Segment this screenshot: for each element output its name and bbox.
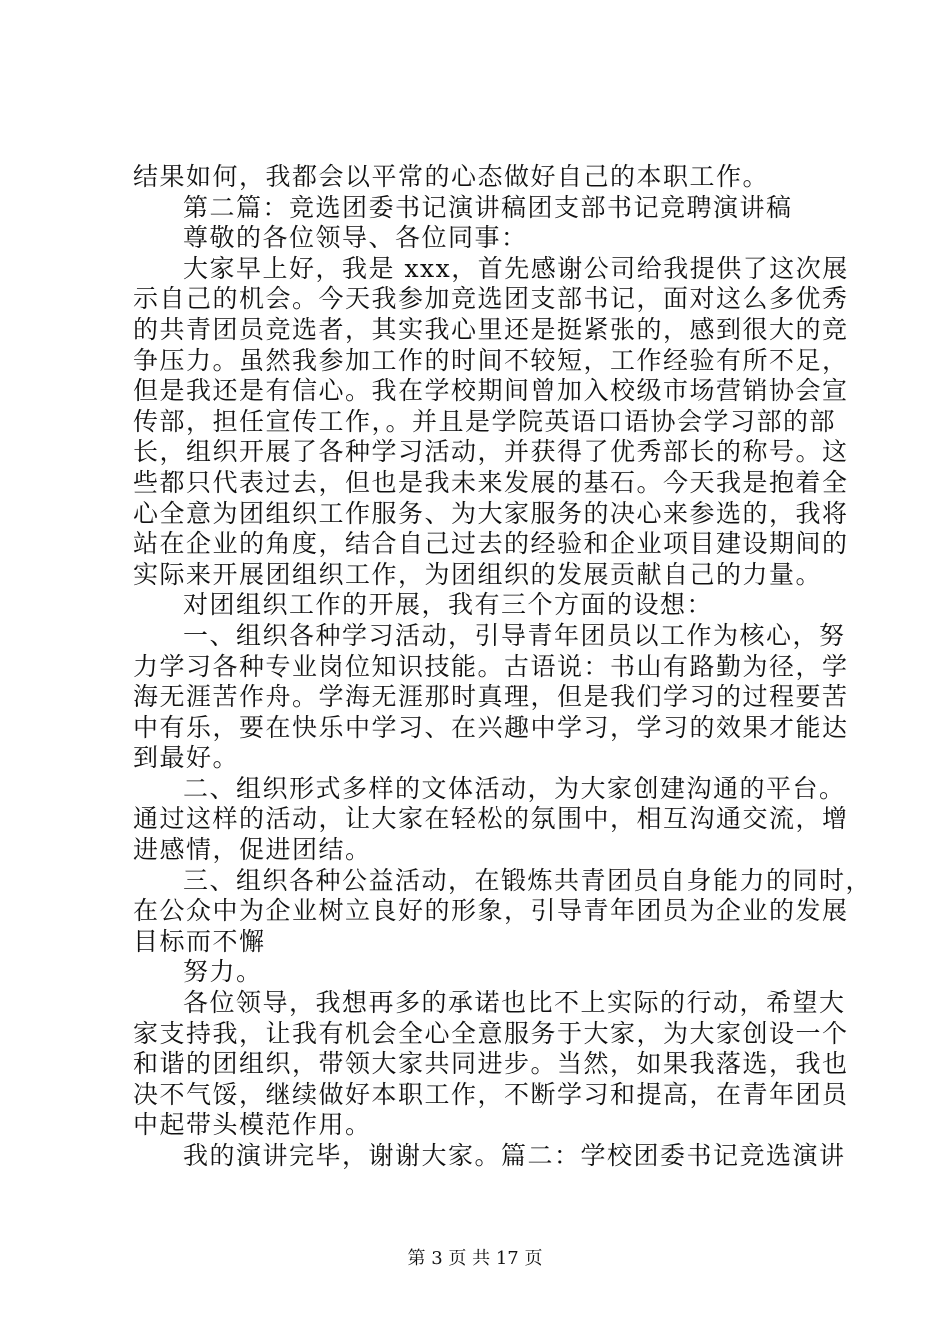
text-line: 三、组织各种公益活动，在锻炼共青团员自身能力的同时， [183, 865, 873, 895]
text-line: 但是我还是有信心。我在学校期间曾加入校级市场营销协会宣 [133, 376, 849, 406]
text-line: 结果如何，我都会以平常的心态做好自己的本职工作。 [133, 162, 770, 191]
text-line: 家支持我，让我有机会全心全意服务于大家，为大家创设一个 [133, 1018, 849, 1048]
text-line: 力学习各种专业岗位知识技能。古语说：书山有路勤为径，学 [133, 651, 849, 681]
text-line: 和谐的团组织，带领大家共同进步。当然，如果我落选，我也 [133, 1049, 849, 1079]
text-line: 些都只代表过去，但也是我未来发展的基石。今天我是抱着全 [133, 467, 849, 497]
text-line: 中起带头模范作用。 [133, 1110, 372, 1140]
text-line: 尊敬的各位领导、各位同事： [183, 223, 528, 253]
text-line: 海无涯苦作舟。学海无涯那时真理，但是我们学习的过程要苦 [133, 682, 849, 712]
text-line: 实际来开展团组织工作，为团组织的发展贡献自己的力量。 [133, 559, 823, 589]
text-line: 一、组织各种学习活动，引导青年团员以工作为核心，努 [183, 620, 846, 650]
text-line: 到最好。 [133, 743, 240, 773]
text-line: 我的演讲完毕，谢谢大家。篇二：学校团委书记竞选演讲 [183, 1141, 846, 1170]
text-line: 二、组织形式多样的文体活动，为大家创建沟通的平台。 [183, 773, 846, 803]
text-line: 争压力。虽然我参加工作的时间不较短，工作经验有所不足， [133, 345, 849, 375]
text-line: 示自己的机会。今天我参加竞选团支部书记，面对这么多优秀 [133, 284, 849, 314]
page-number-footer: 第 3 页 共 17 页 [407, 1248, 543, 1269]
text-line: 进感情，促进团结。 [133, 835, 372, 865]
text-line: 在公众中为企业树立良好的形象，引导青年团员为企业的发展 [133, 896, 849, 926]
text-line: 第二篇：竞选团委书记演讲稿团支部书记竞聘演讲稿 [183, 192, 793, 222]
text-line: 心全意为团组织工作服务、为大家服务的决心来参选的，我将 [133, 498, 849, 528]
text-line: 各位领导，我想再多的承诺也比不上实际的行动，希望大 [183, 988, 846, 1018]
text-line: 的共青团员竞选者，其实我心里还是挺紧张的，感到很大的竞 [133, 314, 849, 344]
text-line: 对团组织工作的开展，我有三个方面的设想： [183, 590, 714, 620]
text-line: 长，组织开展了各种学习活动，并获得了优秀部长的称号。这 [133, 437, 849, 467]
text-line: 决不气馁，继续做好本职工作，不断学习和提高，在青年团员 [133, 1079, 849, 1109]
text-line: 中有乐，要在快乐中学习、在兴趣中学习，学习的效果才能达 [133, 712, 849, 742]
body-text [133, 162, 873, 1172]
text-line: 通过这样的活动，让大家在轻松的氛围中，相互沟通交流，增 [133, 804, 849, 834]
text-line: 努力。 [183, 957, 263, 987]
text-line: 传部，担任宣传工作，。并且是学院英语口语协会学习部的部 [133, 406, 837, 436]
text-line: 目标而不懈 [133, 926, 266, 956]
text-line: 大家早上好，我是 xxx，首先感谢公司给我提供了这次展 [183, 253, 849, 283]
text-line: 站在企业的角度，结合自己过去的经验和企业项目建设期间的 [133, 529, 849, 559]
